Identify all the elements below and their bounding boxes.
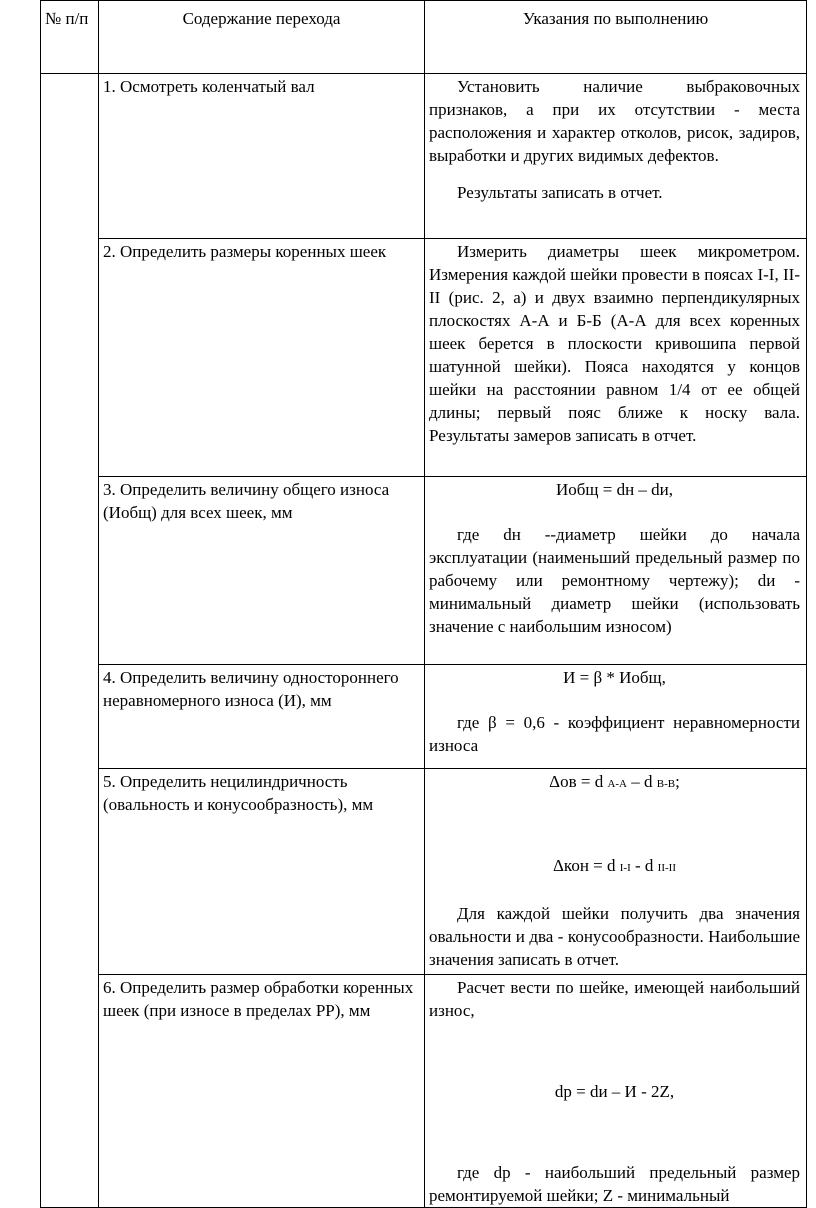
formula-subscript: I-I: [619, 862, 631, 874]
instruction-text: Расчет вести по шейке, имеющей наибольший износ,: [429, 978, 800, 1020]
table-row: [41, 665, 807, 769]
step-cell: 6. Определить размер обработки коренных шеек (при износе в пределах РР), мм: [99, 975, 425, 1208]
number-cell: [41, 74, 99, 1208]
instruction-cell: [425, 665, 807, 769]
formula: И = β * Иобщ,: [563, 668, 666, 687]
formula-taper: [429, 854, 800, 880]
formula-part: Δкон = d: [552, 856, 620, 875]
formula: dр = dи – И - 2Z,: [554, 1082, 675, 1101]
step-cell: 4. Определить величину одностороннего неравномерного износа (И), мм: [99, 665, 425, 769]
step-cell: 5. Определить нецилиндричность (овальность и конусообразность), мм: [99, 769, 425, 975]
procedure-table: [40, 0, 807, 1208]
formula-part: – d: [627, 772, 657, 791]
instruction-text: Измерить диаметры шеек микрометром. Измерения каждой шейки провести в поясах I-I, II-II (рис. 2, а) и двух взаимно перпендикулярных плоскостях А-А и Б-Б (А-А для всех коренных шеек берется в плоскости кривошипа первой шатунной шейки). Пояса находятся у концов шейки на расстоянии равном 1/4 от ее общей длины; первый пояс ближе к носку вала. Результаты замеров записать в отчет.: [429, 242, 800, 445]
formula-subscript: А-А: [607, 778, 628, 790]
formula-subscript: В-В: [656, 778, 676, 790]
formula-subscript: II-II: [657, 862, 676, 874]
table-row: [41, 239, 807, 477]
formula: Иобщ = dн – dи,: [555, 480, 674, 499]
instruction-text: где dн --диаметр шейки до начала эксплуатации (наименьший предельный размер по рабочему или ремонтному чертежу); dи - минимальный диаметр шейки (использовать значение с наибольшим износом): [429, 525, 800, 636]
table-header-row: [41, 1, 807, 74]
instruction-cell: [425, 477, 807, 665]
formula-part: ;: [675, 772, 680, 791]
instruction-text: Результаты записать в отчет.: [457, 183, 663, 202]
instruction-text: где dр - наибольший предельный размер ремонтируемой шейки; Z - минимальный: [429, 1163, 800, 1205]
header-number: № п/п: [41, 1, 99, 74]
formula-ovality: [429, 770, 800, 796]
instruction-text: Установить наличие выбраковочных признаков, а при их отсутствии - места расположения и характер отколов, рисок, задиров, выработки и других видимых дефектов.: [429, 77, 800, 165]
step-cell: 1. Осмотреть коленчатый вал: [99, 74, 425, 239]
instruction-text: где β = 0,6 - коэффициент неравномерности износа: [429, 713, 800, 755]
instruction-cell: [425, 769, 807, 975]
table-row: [41, 74, 807, 239]
table-row: [41, 769, 807, 975]
instruction-cell: [425, 74, 807, 239]
header-instructions: Указания по выполнению: [425, 1, 807, 74]
step-cell: 2. Определить размеры коренных шеек: [99, 239, 425, 477]
instruction-cell: [425, 975, 807, 1208]
formula-part: - d: [630, 856, 658, 875]
header-content: Содержание перехода: [99, 1, 425, 74]
instruction-cell: [425, 239, 807, 477]
step-cell: 3. Определить величину общего износа (Иобщ) для всех шеек, мм: [99, 477, 425, 665]
table-row: [41, 975, 807, 1208]
instruction-text: Для каждой шейки получить два значения овальности и два - конусообразности. Наибольшие значения записать в отчет.: [429, 904, 800, 969]
table-row: [41, 477, 807, 665]
formula-part: Δов = d: [549, 772, 608, 791]
